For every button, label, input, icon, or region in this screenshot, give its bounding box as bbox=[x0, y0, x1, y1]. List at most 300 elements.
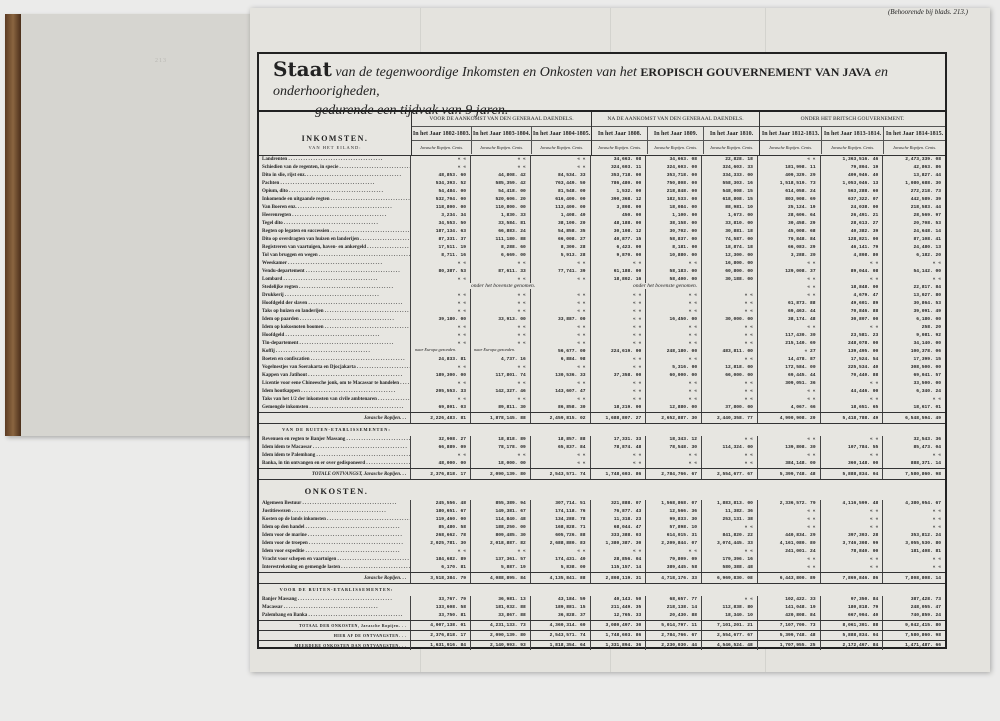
value-cell: « « bbox=[470, 292, 530, 300]
value-cell: « « bbox=[410, 164, 470, 172]
value-cell: 534,393. 52 bbox=[410, 180, 470, 188]
value-cell: « « bbox=[701, 308, 757, 316]
value-cell bbox=[701, 284, 757, 292]
value-cell: 28,606. 64 bbox=[757, 212, 820, 220]
value-cell: « « bbox=[701, 452, 757, 460]
row-label: Lombard . . . bbox=[259, 276, 410, 284]
value-cell: 18,848. 00 bbox=[820, 284, 883, 292]
row-label: Idem op kokosnoten boomen . . . bbox=[259, 324, 410, 332]
value-cell: 181,408. 81 bbox=[882, 548, 945, 556]
value-cell: 65,837. 84 bbox=[530, 444, 590, 452]
value-cell: « « bbox=[757, 324, 820, 332]
value-cell: 58,837. 00 bbox=[645, 236, 701, 244]
row-label: Idem houtkappen . . . bbox=[259, 388, 410, 396]
value-cell: « « bbox=[470, 164, 530, 172]
value-cell: « « bbox=[470, 340, 530, 348]
value-cell: « « bbox=[645, 300, 701, 308]
row-label: Idem voor expeditie . . . bbox=[259, 548, 410, 556]
value-cell: 6,443,800. 89 bbox=[757, 573, 820, 583]
value-cell: 4,808. 80 bbox=[820, 252, 883, 260]
value-cell: 321,888. 07 bbox=[590, 500, 646, 508]
value-cell: 189,881. 15 bbox=[530, 604, 590, 612]
value-cell: 7,808,808. 14 bbox=[882, 573, 945, 583]
value-cell: 54,484. 00 bbox=[410, 188, 470, 196]
value-cell: 139,808. 30 bbox=[757, 444, 820, 452]
row-label: TOTALE ONTVANGST, Javasche Ropijen. . . bbox=[259, 469, 410, 479]
value-cell: « « bbox=[590, 388, 646, 396]
row-label: Idem idem te Macassar . . . bbox=[259, 444, 410, 452]
table-row bbox=[259, 236, 945, 244]
table-row bbox=[259, 324, 945, 332]
value-cell: 70,846. 88 bbox=[820, 308, 883, 316]
row-label: Boeten en confiscatien . . . bbox=[259, 356, 410, 364]
value-cell: 1,707,955. 25 bbox=[757, 641, 820, 650]
value-cell: 117,430. 30 bbox=[757, 332, 820, 340]
value-cell: 8,300. 28 bbox=[530, 244, 590, 252]
value-cell: « « bbox=[410, 308, 470, 316]
table-row bbox=[259, 540, 945, 548]
row-label: Inkomende en uitgaande regten . . . bbox=[259, 196, 410, 204]
value-cell: 80,387. 53 bbox=[410, 268, 470, 276]
table-row bbox=[259, 188, 945, 196]
page-number: 213 bbox=[155, 58, 167, 64]
value-cell: « « bbox=[410, 300, 470, 308]
value-cell: 12,765. 33 bbox=[590, 612, 646, 620]
table-row bbox=[259, 164, 945, 172]
value-cell: 174,431. 40 bbox=[530, 556, 590, 564]
value-cell: « « bbox=[530, 380, 590, 388]
value-cell: « « bbox=[530, 548, 590, 556]
value-cell: 6,340. 24 bbox=[882, 388, 945, 396]
year-header: In het Jaar 1814-1815. bbox=[883, 127, 945, 140]
value-cell: 6,548,594. 49 bbox=[882, 413, 945, 423]
value-cell: « « bbox=[530, 364, 590, 372]
value-cell: « « bbox=[530, 396, 590, 404]
value-cell: « « bbox=[590, 452, 646, 460]
value-cell: « « bbox=[820, 564, 883, 572]
table-note: naar Europa gezonden. bbox=[474, 347, 516, 352]
table-row bbox=[259, 284, 945, 292]
value-cell: 420,808. 84 bbox=[757, 612, 820, 620]
row-label: Idem op den handel . . . bbox=[259, 524, 410, 532]
value-cell: 181,998. 11 bbox=[757, 164, 820, 172]
value-cell: 97,350. 84 bbox=[820, 596, 883, 604]
foldout-sheet bbox=[250, 8, 990, 672]
value-cell: 58,400. 00 bbox=[645, 276, 701, 284]
value-cell: « « bbox=[645, 340, 701, 348]
value-cell: 38,100. 20 bbox=[530, 220, 590, 228]
value-cell: 616,400. 00 bbox=[530, 196, 590, 204]
value-cell: 450. 00 bbox=[590, 212, 646, 220]
value-cell: 20,708. 53 bbox=[882, 220, 945, 228]
value-cell: 1,631,916. 84 bbox=[410, 641, 470, 650]
value-cell: 48,000. 00 bbox=[410, 460, 470, 468]
value-cell: 18,651. 65 bbox=[820, 404, 883, 412]
value-cell: 3,055,530. 80 bbox=[882, 540, 945, 548]
value-cell: 24,833. 81 bbox=[410, 356, 470, 364]
row-label: Hoofdgeld der slaven . . . bbox=[259, 300, 410, 308]
value-cell: 218,138. 14 bbox=[645, 604, 701, 612]
title-lead: Staat bbox=[273, 57, 332, 81]
value-cell: 28,613. 27 bbox=[820, 220, 883, 228]
value-cell: 22,828. 18 bbox=[701, 156, 757, 164]
table-row bbox=[259, 500, 945, 508]
value-cell: 8,061,301. 88 bbox=[820, 621, 883, 630]
value-cell: 86,858. 30 bbox=[530, 404, 590, 412]
value-cell: 130,536. 33 bbox=[530, 372, 590, 380]
value-cell: 2,543,571. 74 bbox=[530, 469, 590, 479]
value-cell: 118,800. 00 bbox=[410, 204, 470, 212]
value-cell: 7,580,860. 98 bbox=[882, 469, 945, 479]
value-cell: « « bbox=[470, 260, 530, 268]
table-row bbox=[259, 460, 945, 468]
value-cell: 18,219. 00 bbox=[590, 404, 646, 412]
value-cell: « « bbox=[645, 324, 701, 332]
value-cell: 111,180. 88 bbox=[470, 236, 530, 244]
total-row bbox=[259, 630, 945, 640]
value-cell: 39,180. 00 bbox=[410, 316, 470, 324]
unit-header: Javasche Ropijen. Cents. bbox=[883, 141, 945, 154]
value-cell: « « bbox=[757, 516, 820, 524]
total-row bbox=[259, 468, 945, 480]
value-cell: 387,428. 73 bbox=[882, 596, 945, 604]
value-cell: 248,078. 00 bbox=[820, 340, 883, 348]
value-cell: « « bbox=[470, 276, 530, 284]
value-cell: « « bbox=[410, 260, 470, 268]
value-cell: « « bbox=[590, 292, 646, 300]
value-cell: 2,652,887. 30 bbox=[645, 413, 701, 423]
value-cell: 179,396. 16 bbox=[701, 556, 757, 564]
value-cell: « « bbox=[470, 156, 530, 164]
value-cell: 2,376,818. 17 bbox=[410, 469, 470, 479]
table-row bbox=[259, 372, 945, 380]
value-cell: « « bbox=[820, 508, 883, 516]
table-row bbox=[259, 204, 945, 212]
value-cell: « « bbox=[757, 276, 820, 284]
value-cell: 18,617. 01 bbox=[882, 404, 945, 412]
value-cell: 2,376,818. 17 bbox=[410, 631, 470, 640]
value-cell: 2,784,766. 67 bbox=[645, 469, 701, 479]
value-cell: « « bbox=[410, 332, 470, 340]
value-cell: « « bbox=[701, 396, 757, 404]
table-row bbox=[259, 196, 945, 204]
value-cell: 40,143. 50 bbox=[590, 596, 646, 604]
value-cell: « « bbox=[757, 556, 820, 564]
value-cell: 12,818. 00 bbox=[701, 364, 757, 372]
value-cell: 2,473,339. 08 bbox=[882, 156, 945, 164]
row-label: HIER AF DE ONTVANGSTEN. . . bbox=[259, 631, 410, 640]
table-row bbox=[259, 404, 945, 412]
value-cell: 1,830. 33 bbox=[470, 212, 530, 220]
value-cell: « « bbox=[701, 332, 757, 340]
value-cell: 76,877. 43 bbox=[590, 508, 646, 516]
value-cell: 360,148. 00 bbox=[820, 460, 883, 468]
value-cell: « « bbox=[820, 396, 883, 404]
row-label: Opium, dito . . . bbox=[259, 188, 410, 196]
row-label: TOTAAL DER ONKOSTEN, Javasche Ropijen. . . bbox=[259, 621, 410, 630]
value-cell: 61,188. 00 bbox=[590, 268, 646, 276]
value-cell: 248,180. 00 bbox=[645, 348, 701, 356]
table-row bbox=[259, 260, 945, 268]
value-cell: « « bbox=[590, 396, 646, 404]
value-cell: 4,161,080. 80 bbox=[757, 540, 820, 548]
value-cell: 5,399,748. 48 bbox=[757, 469, 820, 479]
table-row bbox=[259, 604, 945, 612]
row-label: Algemeen Bestuur . . . bbox=[259, 500, 410, 508]
value-cell: 57,898. 10 bbox=[645, 524, 701, 532]
row-label: Banjer Massang . . . bbox=[259, 596, 410, 604]
value-cell: « « bbox=[757, 388, 820, 396]
value-cell: 2,140,993. 93 bbox=[470, 641, 530, 650]
row-label: Taks op huizen en landerijen . . . bbox=[259, 308, 410, 316]
row-label: Gemengde inkomsten . . . bbox=[259, 404, 410, 412]
value-cell: 5,913. 28 bbox=[530, 252, 590, 260]
value-cell: 45,008. 68 bbox=[757, 228, 820, 236]
value-cell: 40,382. 39 bbox=[820, 228, 883, 236]
table-row bbox=[259, 596, 945, 604]
value-cell: « « bbox=[701, 380, 757, 388]
value-cell: 44,446. 00 bbox=[820, 388, 883, 396]
row-label: Van Boeren enz. . . . bbox=[259, 204, 410, 212]
value-cell: 39,091. 49 bbox=[882, 308, 945, 316]
value-cell: « « bbox=[757, 396, 820, 404]
value-cell: 13,027. 80 bbox=[882, 292, 945, 300]
value-cell: 28,856. 04 bbox=[590, 556, 646, 564]
value-cell: 2,025,781. 30 bbox=[410, 540, 470, 548]
unit-header: Javasche Ropijen. Cents. bbox=[419, 145, 464, 150]
table-row bbox=[259, 380, 945, 388]
value-cell: 13,827. 44 bbox=[882, 172, 945, 180]
value-cell: 2,172,467. 84 bbox=[820, 641, 883, 650]
value-cell: 5,014,797. 11 bbox=[645, 621, 701, 630]
row-label: Koffij . . . bbox=[259, 348, 410, 356]
value-cell: 353,718. 00 bbox=[590, 172, 646, 180]
value-cell: 141,048. 19 bbox=[757, 604, 820, 612]
value-cell: 37,800. 00 bbox=[701, 404, 757, 412]
value-cell: 115,157. 14 bbox=[590, 564, 646, 572]
value-cell: 248,055. 47 bbox=[882, 604, 945, 612]
value-cell: 181,032. 88 bbox=[470, 604, 530, 612]
value-cell: 78,840. 00 bbox=[820, 548, 883, 556]
value-cell: 33,750. 81 bbox=[410, 612, 470, 620]
value-cell: 2,808,119. 31 bbox=[590, 573, 646, 583]
value-cell: 23,581. 23 bbox=[820, 332, 883, 340]
value-cell: 258. 20 bbox=[882, 324, 945, 332]
value-cell: 107,784. 55 bbox=[820, 444, 883, 452]
table-row bbox=[259, 548, 945, 556]
row-label: VAN DE BUITEN-ETABLISSEMENTEN: bbox=[282, 427, 391, 432]
value-cell: 40,877. 15 bbox=[590, 236, 646, 244]
value-cell: 1,408. 40 bbox=[530, 212, 590, 220]
table-row bbox=[259, 276, 945, 284]
value-cell: 89,044. 08 bbox=[820, 268, 883, 276]
value-cell: 24,480. 13 bbox=[882, 244, 945, 252]
value-cell: 12,880. 00 bbox=[645, 404, 701, 412]
row-label: Revenuen en regten te Banjer Massang . . . bbox=[259, 436, 410, 444]
value-cell: 2,459,815. 02 bbox=[530, 413, 590, 423]
value-cell: 89,811. 30 bbox=[470, 404, 530, 412]
value-cell: 33,810. 00 bbox=[701, 220, 757, 228]
table-row bbox=[259, 364, 945, 372]
value-cell: 1,363,516. 46 bbox=[820, 156, 883, 164]
row-label: Dito op overdragten van huizen en landerijen . . . bbox=[259, 236, 410, 244]
value-cell: 37,358. 00 bbox=[590, 372, 646, 380]
row-label: Idem voor de troepen . . . bbox=[259, 540, 410, 548]
value-cell: « « bbox=[410, 452, 470, 460]
row-label: Heerenregten . . . bbox=[259, 212, 410, 220]
row-label: Vendu-departement . . . bbox=[259, 268, 410, 276]
title-part2: en onderhoorigheden, bbox=[273, 65, 889, 99]
value-cell: « « bbox=[410, 380, 470, 388]
period-group-british bbox=[759, 112, 945, 155]
value-cell: 33,887. 00 bbox=[530, 316, 590, 324]
row-label: Vracht voor schepen en vaartuigen . . . bbox=[259, 556, 410, 564]
value-cell: 1,471,487. 66 bbox=[882, 641, 945, 650]
value-cell: « « bbox=[410, 396, 470, 404]
value-cell: « « bbox=[645, 308, 701, 316]
value-cell: 58,183. 00 bbox=[645, 268, 701, 276]
year-header: In het Jaar 1804-1805. bbox=[531, 127, 591, 140]
value-cell: 54,418. 00 bbox=[470, 188, 530, 196]
value-cell: 4,135,841. 88 bbox=[530, 573, 590, 583]
value-cell: « « bbox=[410, 340, 470, 348]
value-cell: 30,188. 00 bbox=[701, 276, 757, 284]
value-cell: 483,811. 00 bbox=[701, 348, 757, 356]
value-cell: 18,818. 89 bbox=[470, 436, 530, 444]
value-cell: 24,038. 00 bbox=[820, 204, 883, 212]
row-label: Tin-departement . . . bbox=[259, 340, 410, 348]
value-cell: 333,388. 03 bbox=[590, 532, 646, 540]
value-cell: 18,857. 88 bbox=[530, 436, 590, 444]
value-cell: 1,331,894. 36 bbox=[590, 641, 646, 650]
page-reference-note: (Behoorende bij blads. 213.) bbox=[887, 8, 968, 16]
value-cell: 56,677. 00 bbox=[530, 348, 590, 356]
value-cell: 324,603. 33 bbox=[701, 164, 757, 172]
value-cell: « « bbox=[882, 396, 945, 404]
value-cell: 2,090,139. 80 bbox=[470, 631, 530, 640]
value-cell: 18,340. 10 bbox=[701, 612, 757, 620]
value-cell: 334,333. 00 bbox=[701, 172, 757, 180]
value-cell: 18,000. 00 bbox=[470, 460, 530, 468]
value-cell: 79,809. 09 bbox=[645, 556, 701, 564]
group-label: VOOR DE AANKOMST VAN DEN GENERAAL DAENDELS. bbox=[412, 112, 591, 127]
value-cell: 5,838. 00 bbox=[530, 564, 590, 572]
unit-header: Javasche Ropijen. Cents. bbox=[821, 141, 883, 154]
value-cell: 563,288. 60 bbox=[820, 188, 883, 196]
value-cell: 390,368. 12 bbox=[590, 196, 646, 204]
value-cell: « « bbox=[882, 516, 945, 524]
value-cell: 18,084. 00 bbox=[645, 204, 701, 212]
row-label: MEERDERE ONKOSTEN DAN ONTVANGSTEN. . . bbox=[259, 641, 410, 650]
value-cell: « « bbox=[530, 332, 590, 340]
value-cell: « « bbox=[882, 556, 945, 564]
value-cell: 440,834. 29 bbox=[757, 532, 820, 540]
value-cell: 46,141. 79 bbox=[820, 244, 883, 252]
income-title: INKOMSTEN. bbox=[301, 134, 369, 143]
value-cell: 548,008. 15 bbox=[701, 188, 757, 196]
value-cell: 36,981. 13 bbox=[470, 596, 530, 604]
value-cell: « « bbox=[410, 156, 470, 164]
row-label: Banka, in tin ontvangen en er over gedisponeerd . . . bbox=[259, 460, 410, 468]
value-cell: 2,230,030. 44 bbox=[645, 641, 701, 650]
value-cell: 6,669. 00 bbox=[470, 252, 530, 260]
value-cell: « « bbox=[410, 324, 470, 332]
unit-header: Javasche Ropijen. Cents. bbox=[471, 141, 531, 154]
value-cell: 2,688,880. 83 bbox=[530, 540, 590, 548]
value-cell: « « bbox=[882, 524, 945, 532]
value-cell: 5,888,834. 04 bbox=[820, 469, 883, 479]
income-header bbox=[259, 112, 411, 155]
table-row bbox=[259, 508, 945, 516]
value-cell: « « bbox=[645, 460, 701, 468]
value-cell: « « bbox=[820, 556, 883, 564]
row-label: Pachten . . . bbox=[259, 180, 410, 188]
value-cell: 841,820. 22 bbox=[701, 532, 757, 540]
value-cell: 6,423. 00 bbox=[590, 244, 646, 252]
value-cell: 32,543. 36 bbox=[882, 436, 945, 444]
value-cell: 54,858. 35 bbox=[530, 228, 590, 236]
value-cell: 224,619. 00 bbox=[590, 348, 646, 356]
table-row bbox=[259, 300, 945, 308]
value-cell: 30,458. 29 bbox=[757, 220, 820, 228]
value-cell: 134,288. 78 bbox=[530, 516, 590, 524]
table-row bbox=[259, 244, 945, 252]
year-header: In het Jaar 1813-1814. bbox=[821, 127, 883, 140]
section-heading bbox=[259, 424, 945, 436]
value-cell: 750,808. 00 bbox=[645, 180, 701, 188]
value-cell: « « bbox=[820, 260, 883, 268]
book-spine bbox=[5, 14, 21, 436]
row-label: VOOR DE BUITEN-ETABLISSEMENTEN: bbox=[279, 587, 394, 592]
value-cell: 33,500. 00 bbox=[882, 380, 945, 388]
value-cell: 174,118. 76 bbox=[530, 508, 590, 516]
table-row bbox=[259, 564, 945, 572]
value-cell: « « bbox=[701, 436, 757, 444]
row-label: Landrenten . . . bbox=[259, 156, 410, 164]
value-cell: « « bbox=[701, 460, 757, 468]
row-label: Justitiewezen . . . bbox=[259, 508, 410, 516]
value-cell: 69,445. 44 bbox=[757, 372, 820, 380]
table-note: onder het bovenste genomen. bbox=[471, 283, 536, 289]
title-caps1: EROPISCH GOUVERNEMENT bbox=[640, 65, 812, 79]
value-cell: 4,231,133. 73 bbox=[470, 621, 530, 630]
table-row bbox=[259, 156, 945, 164]
value-cell: 618,808. 15 bbox=[701, 196, 757, 204]
title-line2: gedurende een tijdvak van 9 jaren. bbox=[315, 103, 509, 118]
value-cell: 137,361. 57 bbox=[470, 556, 530, 564]
value-cell: 78,548. 30 bbox=[645, 444, 701, 452]
value-cell: 211,449. 35 bbox=[590, 604, 646, 612]
year-header: In het Jaar 1802-1803. bbox=[412, 131, 471, 137]
value-cell: 1,080,688. 30 bbox=[882, 180, 945, 188]
value-cell: « « bbox=[701, 524, 757, 532]
value-cell: 87,331. 37 bbox=[410, 236, 470, 244]
table-note: naar Europa gezonden. bbox=[415, 347, 457, 352]
value-cell: 245,556. 48 bbox=[410, 500, 470, 508]
value-cell: 637,322. 07 bbox=[820, 196, 883, 204]
value-cell: « « bbox=[882, 452, 945, 460]
value-cell: 54,142. 00 bbox=[882, 268, 945, 276]
table-row bbox=[259, 316, 945, 324]
table-row bbox=[259, 612, 945, 620]
unit-header: Javasche Ropijen. Cents. bbox=[531, 141, 591, 154]
value-cell: 44,808. 42 bbox=[470, 172, 530, 180]
value-cell: 8,288. 60 bbox=[470, 244, 530, 252]
value-cell: 307,714. 51 bbox=[530, 500, 590, 508]
value-cell: 520,606. 20 bbox=[470, 196, 530, 204]
value-cell: 614,058. 24 bbox=[757, 188, 820, 196]
value-cell: « « bbox=[590, 324, 646, 332]
